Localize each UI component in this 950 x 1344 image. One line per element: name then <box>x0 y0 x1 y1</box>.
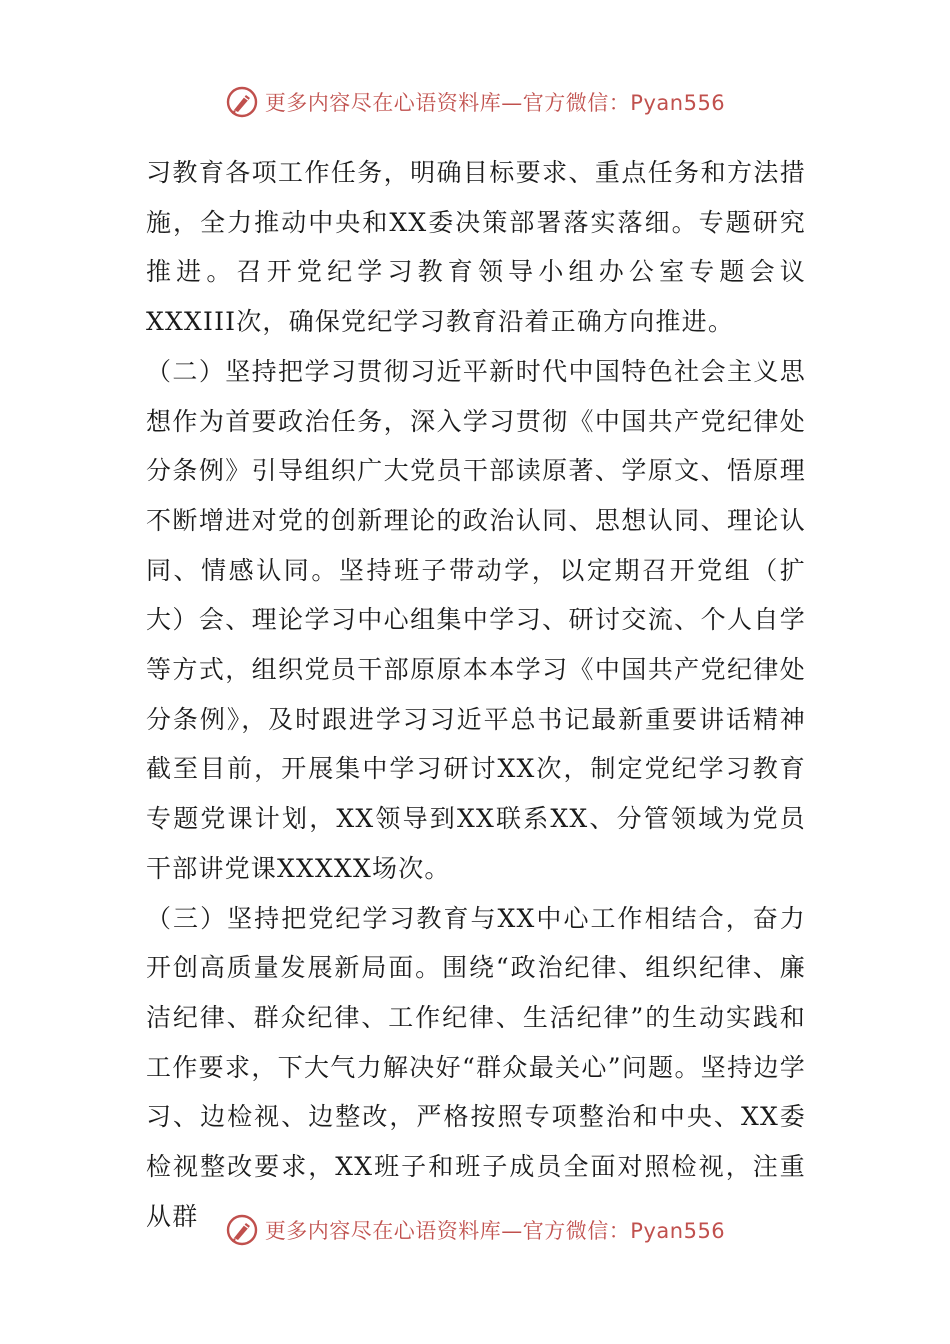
footer-watermark-text: 更多内容尽在心语资料库—官方微信：Pyan556 <box>264 1219 726 1243</box>
paragraph-1: 习教育各项工作任务，明确目标要求、重点任务和方法措施，全力推动中央和XX委决策部署落实落细。专题研究推进。召开党纪学习教育领导小组办公室专题会议XXXIII次，确保党纪学习教育沿着正确方向推进。 <box>146 158 806 337</box>
footer-watermark-banner <box>0 1210 950 1250</box>
header-watermark-banner <box>0 82 950 122</box>
paragraph-3: （三）坚持把党纪学习教育与XX中心工作相结合，奋力开创高质量发展新局面。围绕“政治纪律、组织纪律、廉洁纪律、群众纪律、工作纪律、生活纪律”的生动实践和工作要求，下大气力解决好“群众最关心”问题。坚持边学习、边检视、边整改，严格按照专项整治和中央、XX委检视整改要求，XX班子和班子成员全面对照检视，注重从群 <box>146 903 806 1231</box>
pen-nib-seal-icon <box>225 1213 259 1247</box>
header-watermark-text: 更多内容尽在心语资料库—官方微信：Pyan556 <box>264 91 726 115</box>
paragraph-2: （二）坚持把学习贯彻习近平新时代中国特色社会主义思想作为首要政治任务，深入学习贯彻《中国共产党纪律处分条例》引导组织广大党员干部读原著、学原文、悟原理不断增进对党的创新理论的政治认同、思想认同、理论认同、情感认同。坚持班子带动学，以定期召开党组（扩大）会、理论学习中心组集中学习、研讨交流、个人自学等方式，组织党员干部原原本本学习《中国共产党纪律处分条例》，及时跟进学习习近平总书记最新重要讲话精神截至目前，开展集中学习研讨XX次，制定党纪学习教育专题党课计划，XX领导到XX联系XX、分管领域为党员干部讲党课XXXXX场次。 <box>146 356 806 883</box>
document-body <box>146 148 806 1241</box>
pen-nib-seal-icon <box>225 85 259 119</box>
